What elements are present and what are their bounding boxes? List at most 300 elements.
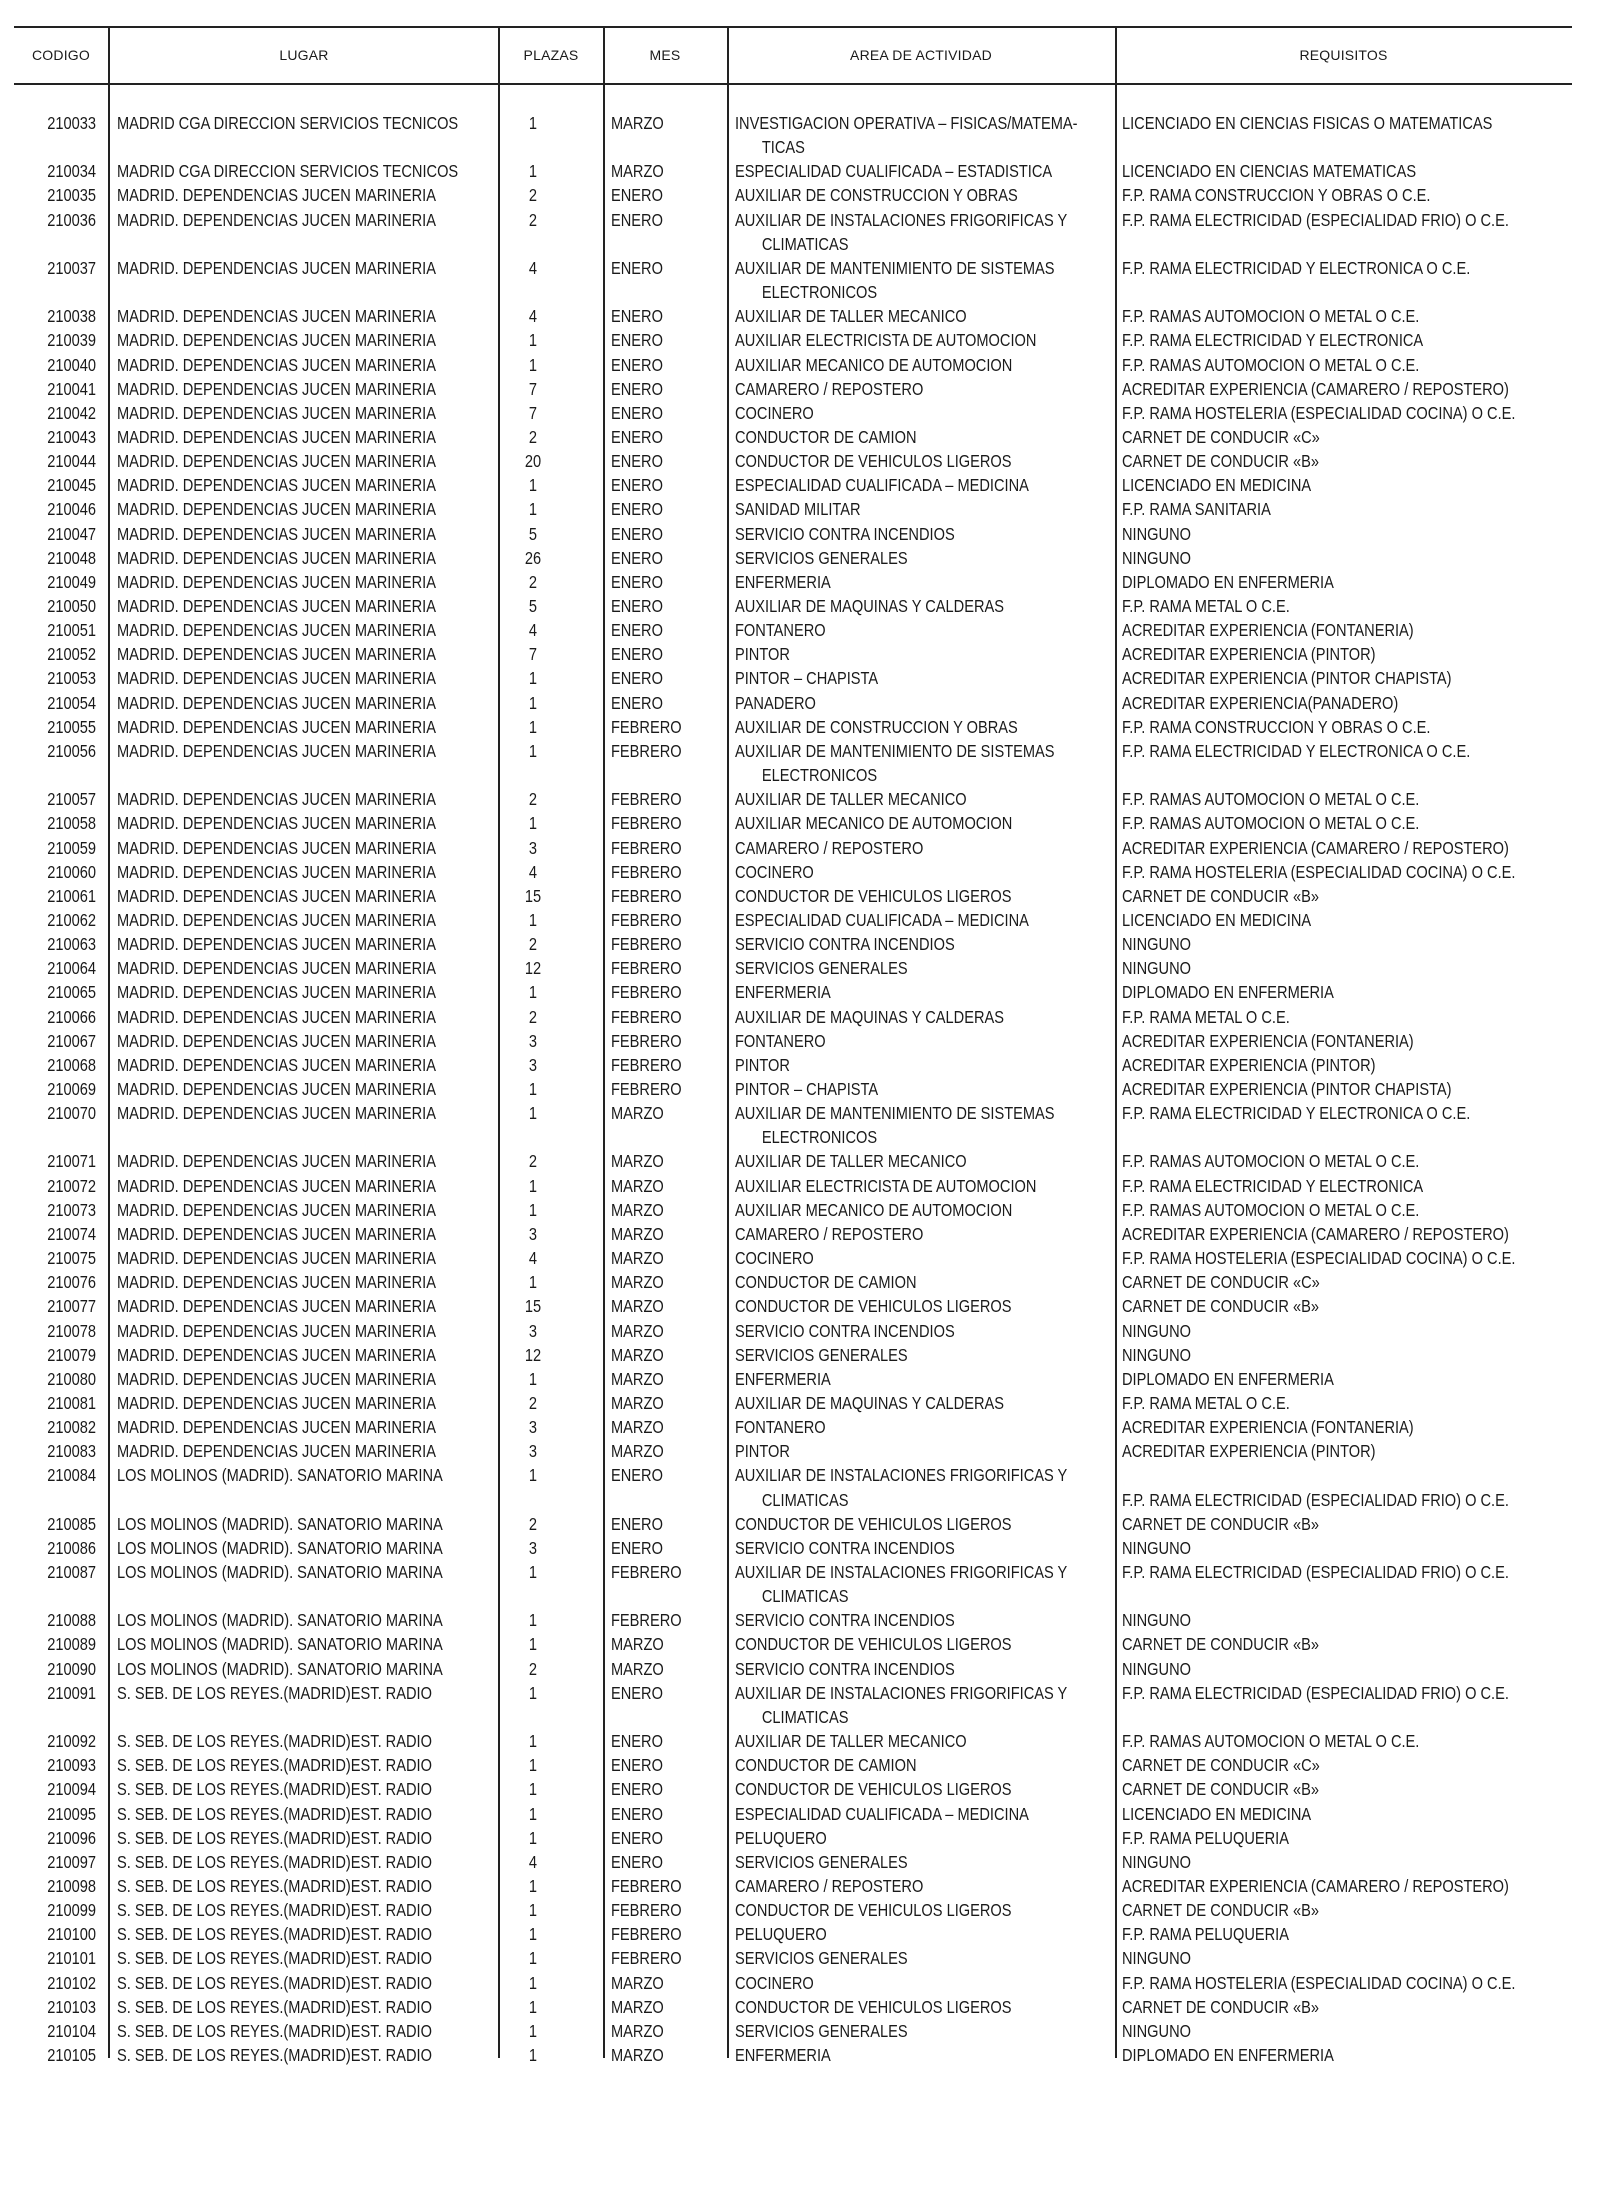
cell-area: SANIDAD MILITAR — [735, 499, 861, 520]
cell-area: AUXILIAR MECANICO DE AUTOMOCION — [735, 354, 1013, 375]
cell-lugar: MADRID. DEPENDENCIAS JUCEN MARINERIA — [117, 1392, 436, 1413]
cell-area: FONTANERO — [735, 620, 826, 641]
cell-mes: ENERO — [611, 547, 663, 568]
cell-lugar: MADRID. DEPENDENCIAS JUCEN MARINERIA — [117, 1103, 436, 1124]
cell-area: AUXILIAR DE TALLER MECANICO — [735, 1731, 967, 1752]
cell-mes: ENERO — [611, 330, 663, 351]
cell-mes: ENERO — [611, 185, 663, 206]
cell-mes: MARZO — [611, 113, 664, 133]
header-area: AREA DE ACTIVIDAD — [850, 47, 992, 63]
cell-lugar: MADRID. DEPENDENCIAS JUCEN MARINERIA — [117, 909, 436, 930]
cell-area: SERVICIOS GENERALES — [735, 1344, 908, 1365]
cell-plazas: 2 — [528, 934, 538, 955]
cell-plazas: 7 — [528, 402, 538, 423]
cell-mes: ENERO — [611, 571, 663, 592]
cell-codigo: 210041 — [47, 378, 96, 399]
cell-lugar: MADRID. DEPENDENCIAS JUCEN MARINERIA — [117, 1248, 436, 1269]
cell-codigo: 210057 — [47, 789, 96, 810]
cell-requisitos: NINGUNO — [1122, 1320, 1191, 1341]
cell-requisitos: CARNET DE CONDUCIR «B» — [1122, 1634, 1319, 1655]
cell-lugar: MADRID CGA DIRECCION SERVICIOS TECNICOS — [117, 161, 459, 182]
cell-plazas: 15 — [524, 885, 542, 906]
cell-plazas: 1 — [528, 1803, 538, 1824]
cell-requisitos: F.P. RAMA PELUQUERIA — [1122, 1924, 1289, 1945]
cell-plazas: 1 — [528, 740, 538, 761]
cell-lugar: S. SEB. DE LOS REYES.(MADRID)EST. RADIO — [117, 1827, 432, 1848]
cell-requisitos: CARNET DE CONDUCIR «C» — [1122, 1755, 1320, 1776]
cell-lugar: MADRID. DEPENDENCIAS JUCEN MARINERIA — [117, 982, 436, 1003]
header-bottom-rule — [14, 83, 1572, 85]
cell-codigo: 210091 — [47, 1682, 96, 1703]
header-requisitos: REQUISITOS — [1299, 47, 1388, 63]
cell-lugar: MADRID. DEPENDENCIAS JUCEN MARINERIA — [117, 1054, 436, 1075]
cell-area: ENFERMERIA — [735, 982, 831, 1003]
cell-mes: MARZO — [611, 1248, 664, 1269]
cell-area: CLIMATICAS — [761, 233, 849, 254]
cell-area: AUXILIAR DE TALLER MECANICO — [735, 789, 967, 810]
cell-area: PINTOR — [735, 1054, 790, 1075]
cell-mes: ENERO — [611, 499, 663, 520]
cell-requisitos: ACREDITAR EXPERIENCIA (FONTANERIA) — [1122, 1030, 1414, 1051]
cell-requisitos: ACREDITAR EXPERIENCIA (CAMARERO / REPOSTERO) — [1122, 837, 1509, 858]
cell-requisitos: ACREDITAR EXPERIENCIA (PINTOR CHAPISTA) — [1122, 1079, 1452, 1099]
cell-codigo: 210052 — [47, 644, 96, 665]
header-codigo: CODIGO — [32, 47, 90, 63]
column-rule — [603, 26, 605, 2058]
cell-plazas: 1 — [528, 499, 538, 520]
cell-area: ESPECIALIDAD CUALIFICADA – MEDICINA — [735, 909, 1029, 930]
cell-mes: FEBRERO — [611, 1924, 682, 1945]
cell-requisitos: NINGUNO — [1122, 1948, 1191, 1969]
cell-mes: FEBRERO — [611, 837, 682, 858]
cell-requisitos: CARNET DE CONDUCIR «C» — [1122, 426, 1320, 447]
cell-codigo: 210095 — [47, 1803, 96, 1824]
cell-area: CLIMATICAS — [761, 1706, 849, 1727]
cell-codigo: 210083 — [47, 1441, 96, 1462]
cell-plazas: 26 — [524, 547, 542, 568]
cell-requisitos: LICENCIADO EN CIENCIAS FISICAS O MATEMATICAS — [1122, 113, 1493, 133]
cell-mes: ENERO — [611, 306, 663, 327]
cell-plazas: 3 — [528, 1417, 538, 1438]
cell-lugar: LOS MOLINOS (MADRID). SANATORIO MARINA — [117, 1513, 443, 1534]
cell-lugar: S. SEB. DE LOS REYES.(MADRID)EST. RADIO — [117, 1996, 432, 2017]
cell-lugar: MADRID. DEPENDENCIAS JUCEN MARINERIA — [117, 934, 436, 955]
cell-mes: MARZO — [611, 1392, 664, 1413]
cell-codigo: 210045 — [47, 475, 96, 496]
cell-codigo: 210092 — [47, 1731, 96, 1752]
cell-codigo: 210094 — [47, 1779, 96, 1800]
cell-lugar: MADRID. DEPENDENCIAS JUCEN MARINERIA — [117, 257, 436, 278]
cell-requisitos: CARNET DE CONDUCIR «B» — [1122, 1779, 1319, 1800]
cell-plazas: 1 — [528, 1731, 538, 1752]
cell-requisitos: F.P. RAMA ELECTRICIDAD (ESPECIALIDAD FRIO) O C.E. — [1122, 1562, 1509, 1582]
cell-requisitos: F.P. RAMA ELECTRICIDAD (ESPECIALIDAD FRIO) O C.E. — [1122, 209, 1509, 230]
cell-codigo: 210089 — [47, 1634, 96, 1655]
cell-area: SERVICIO CONTRA INCENDIOS — [735, 1320, 955, 1341]
cell-codigo: 210053 — [47, 668, 96, 689]
cell-requisitos: ACREDITAR EXPERIENCIA (PINTOR CHAPISTA) — [1122, 668, 1452, 689]
cell-lugar: MADRID. DEPENDENCIAS JUCEN MARINERIA — [117, 547, 436, 568]
cell-mes: ENERO — [611, 1513, 663, 1534]
cell-mes: MARZO — [611, 1441, 664, 1462]
cell-lugar: MADRID. DEPENDENCIAS JUCEN MARINERIA — [117, 813, 436, 834]
cell-lugar: LOS MOLINOS (MADRID). SANATORIO MARINA — [117, 1610, 443, 1631]
cell-mes: ENERO — [611, 378, 663, 399]
cell-area: AUXILIAR DE INSTALACIONES FRIGORIFICAS Y — [735, 1682, 1068, 1703]
cell-requisitos: ACREDITAR EXPERIENCIA (PINTOR) — [1122, 644, 1376, 665]
cell-area: ESPECIALIDAD CUALIFICADA – MEDICINA — [735, 475, 1029, 496]
cell-area: AUXILIAR ELECTRICISTA DE AUTOMOCION — [735, 1175, 1037, 1196]
cell-requisitos: LICENCIADO EN MEDICINA — [1122, 909, 1312, 930]
cell-requisitos: F.P. RAMAS AUTOMOCION O METAL O C.E. — [1122, 1731, 1420, 1752]
cell-codigo: 210043 — [47, 426, 96, 447]
cell-mes: MARZO — [611, 2045, 664, 2065]
cell-lugar: MADRID. DEPENDENCIAS JUCEN MARINERIA — [117, 1223, 436, 1244]
cell-lugar: S. SEB. DE LOS REYES.(MADRID)EST. RADIO — [117, 1948, 432, 1969]
cell-codigo: 210082 — [47, 1417, 96, 1438]
cell-area: SERVICIOS GENERALES — [735, 958, 908, 979]
cell-codigo: 210033 — [47, 113, 96, 133]
cell-plazas: 2 — [528, 1658, 538, 1679]
cell-lugar: MADRID. DEPENDENCIAS JUCEN MARINERIA — [117, 1030, 436, 1051]
cell-codigo: 210055 — [47, 716, 96, 737]
cell-requisitos: DIPLOMADO EN ENFERMERIA — [1122, 571, 1334, 592]
cell-area: ESPECIALIDAD CUALIFICADA – ESTADISTICA — [735, 161, 1053, 182]
cell-area: CLIMATICAS — [761, 1586, 849, 1607]
cell-codigo: 210086 — [47, 1537, 96, 1558]
cell-requisitos: CARNET DE CONDUCIR «B» — [1122, 1996, 1319, 2017]
cell-area: COCINERO — [735, 402, 814, 423]
cell-area: AUXILIAR DE INSTALACIONES FRIGORIFICAS Y — [735, 209, 1068, 230]
cell-area: AUXILIAR DE TALLER MECANICO — [735, 306, 967, 327]
cell-area: SERVICIOS GENERALES — [735, 1851, 908, 1872]
cell-mes: FEBRERO — [611, 909, 682, 930]
cell-requisitos: F.P. RAMAS AUTOMOCION O METAL O C.E. — [1122, 1199, 1420, 1220]
cell-codigo: 210040 — [47, 354, 96, 375]
header-plazas: PLAZAS — [523, 47, 579, 63]
cell-area: AUXILIAR DE MANTENIMIENTO DE SISTEMAS — [735, 1103, 1055, 1124]
cell-plazas: 1 — [528, 1779, 538, 1800]
cell-mes: FEBRERO — [611, 789, 682, 810]
cell-plazas: 1 — [528, 1996, 538, 2017]
cell-plazas: 3 — [528, 1030, 538, 1051]
cell-lugar: S. SEB. DE LOS REYES.(MADRID)EST. RADIO — [117, 1924, 432, 1945]
cell-area: CONDUCTOR DE VEHICULOS LIGEROS — [735, 1513, 1012, 1534]
cell-requisitos: F.P. RAMA ELECTRICIDAD Y ELECTRONICA — [1122, 1175, 1424, 1196]
cell-requisitos: F.P. RAMA HOSTELERIA (ESPECIALIDAD COCINA) O C.E. — [1122, 1972, 1516, 1993]
cell-mes: FEBRERO — [611, 1562, 682, 1582]
cell-area: CONDUCTOR DE CAMION — [735, 1272, 917, 1293]
cell-area: CAMARERO / REPOSTERO — [735, 837, 924, 858]
cell-mes: ENERO — [611, 1851, 663, 1872]
cell-area: CONDUCTOR DE VEHICULOS LIGEROS — [735, 1779, 1012, 1800]
cell-lugar: MADRID. DEPENDENCIAS JUCEN MARINERIA — [117, 958, 436, 979]
cell-plazas: 20 — [524, 451, 542, 472]
cell-area: CONDUCTOR DE VEHICULOS LIGEROS — [735, 1996, 1012, 2017]
cell-lugar: MADRID. DEPENDENCIAS JUCEN MARINERIA — [117, 1417, 436, 1438]
cell-mes: ENERO — [611, 668, 663, 689]
cell-requisitos: F.P. RAMA HOSTELERIA (ESPECIALIDAD COCINA) O C.E. — [1122, 1248, 1516, 1269]
cell-requisitos: ACREDITAR EXPERIENCIA (FONTANERIA) — [1122, 620, 1414, 641]
cell-area: CONDUCTOR DE VEHICULOS LIGEROS — [735, 1900, 1012, 1921]
cell-lugar: S. SEB. DE LOS REYES.(MADRID)EST. RADIO — [117, 2020, 432, 2041]
cell-area: TICAS — [761, 137, 805, 158]
cell-area: SERVICIO CONTRA INCENDIOS — [735, 934, 955, 955]
cell-plazas: 4 — [528, 306, 538, 327]
cell-codigo: 210081 — [47, 1392, 96, 1413]
cell-lugar: LOS MOLINOS (MADRID). SANATORIO MARINA — [117, 1465, 443, 1486]
cell-codigo: 210080 — [47, 1368, 96, 1389]
cell-codigo: 210096 — [47, 1827, 96, 1848]
cell-mes: ENERO — [611, 1779, 663, 1800]
cell-mes: ENERO — [611, 620, 663, 641]
cell-lugar: MADRID CGA DIRECCION SERVICIOS TECNICOS — [117, 113, 459, 133]
cell-lugar: MADRID. DEPENDENCIAS JUCEN MARINERIA — [117, 1296, 436, 1317]
cell-lugar: S. SEB. DE LOS REYES.(MADRID)EST. RADIO — [117, 1875, 432, 1896]
cell-requisitos: F.P. RAMA CONSTRUCCION Y OBRAS O C.E. — [1122, 185, 1431, 206]
cell-area: INVESTIGACION OPERATIVA – FISICAS/MATEMA- — [735, 113, 1078, 133]
cell-area: AUXILIAR DE MAQUINAS Y CALDERAS — [735, 1392, 1004, 1413]
cell-codigo: 210046 — [47, 499, 96, 520]
cell-mes: FEBRERO — [611, 1875, 682, 1896]
cell-requisitos: F.P. RAMA ELECTRICIDAD Y ELECTRONICA — [1122, 330, 1424, 351]
cell-codigo: 210042 — [47, 402, 96, 423]
cell-area: CAMARERO / REPOSTERO — [735, 378, 924, 399]
cell-lugar: MADRID. DEPENDENCIAS JUCEN MARINERIA — [117, 1320, 436, 1341]
cell-mes: ENERO — [611, 426, 663, 447]
cell-plazas: 1 — [528, 716, 538, 737]
cell-area: ENFERMERIA — [735, 1368, 831, 1389]
cell-area: PELUQUERO — [735, 1827, 827, 1848]
cell-lugar: MADRID. DEPENDENCIAS JUCEN MARINERIA — [117, 354, 436, 375]
cell-lugar: MADRID. DEPENDENCIAS JUCEN MARINERIA — [117, 1272, 436, 1293]
cell-mes: ENERO — [611, 1731, 663, 1752]
cell-lugar: MADRID. DEPENDENCIAS JUCEN MARINERIA — [117, 789, 436, 810]
cell-mes: MARZO — [611, 2020, 664, 2041]
cell-lugar: MADRID. DEPENDENCIAS JUCEN MARINERIA — [117, 885, 436, 906]
cell-codigo: 210075 — [47, 1248, 96, 1269]
cell-codigo: 210038 — [47, 306, 96, 327]
cell-mes: MARZO — [611, 161, 664, 182]
cell-plazas: 3 — [528, 1441, 538, 1462]
cell-plazas: 4 — [528, 861, 538, 882]
cell-area: ENFERMERIA — [735, 2045, 831, 2065]
cell-area: AUXILIAR DE CONSTRUCCION Y OBRAS — [735, 185, 1018, 206]
cell-mes: MARZO — [611, 1658, 664, 1679]
cell-codigo: 210104 — [47, 2020, 96, 2041]
cell-requisitos: NINGUNO — [1122, 523, 1191, 544]
column-rule — [108, 26, 110, 2058]
cell-plazas: 1 — [528, 1079, 538, 1099]
cell-lugar: MADRID. DEPENDENCIAS JUCEN MARINERIA — [117, 620, 436, 641]
cell-requisitos: F.P. RAMA METAL O C.E. — [1122, 1006, 1290, 1027]
cell-mes: FEBRERO — [611, 1006, 682, 1027]
cell-codigo: 210093 — [47, 1755, 96, 1776]
cell-lugar: S. SEB. DE LOS REYES.(MADRID)EST. RADIO — [117, 1755, 432, 1776]
cell-requisitos: NINGUNO — [1122, 958, 1191, 979]
cell-lugar: MADRID. DEPENDENCIAS JUCEN MARINERIA — [117, 1006, 436, 1027]
cell-mes: ENERO — [611, 1465, 663, 1486]
cell-mes: ENERO — [611, 1682, 663, 1703]
cell-lugar: S. SEB. DE LOS REYES.(MADRID)EST. RADIO — [117, 1851, 432, 1872]
cell-plazas: 2 — [528, 1151, 538, 1172]
cell-mes: MARZO — [611, 1223, 664, 1244]
cell-mes: ENERO — [611, 596, 663, 616]
cell-codigo: 210049 — [47, 571, 96, 592]
cell-plazas: 1 — [528, 668, 538, 689]
cell-requisitos: DIPLOMADO EN ENFERMERIA — [1122, 2045, 1334, 2065]
cell-area: PINTOR — [735, 644, 790, 665]
cell-plazas: 1 — [528, 1465, 538, 1486]
cell-area: AUXILIAR DE INSTALACIONES FRIGORIFICAS Y — [735, 1465, 1068, 1486]
cell-lugar: MADRID. DEPENDENCIAS JUCEN MARINERIA — [117, 499, 436, 520]
cell-lugar: MADRID. DEPENDENCIAS JUCEN MARINERIA — [117, 1151, 436, 1172]
cell-mes: FEBRERO — [611, 740, 682, 761]
cell-area: ESPECIALIDAD CUALIFICADA – MEDICINA — [735, 1803, 1029, 1824]
cell-requisitos: F.P. RAMAS AUTOMOCION O METAL O C.E. — [1122, 813, 1420, 834]
cell-mes: FEBRERO — [611, 1054, 682, 1075]
cell-area: CONDUCTOR DE VEHICULOS LIGEROS — [735, 451, 1012, 472]
cell-codigo: 210065 — [47, 982, 96, 1003]
cell-mes: MARZO — [611, 1344, 664, 1365]
cell-area: COCINERO — [735, 1248, 814, 1269]
cell-lugar: MADRID. DEPENDENCIAS JUCEN MARINERIA — [117, 475, 436, 496]
cell-codigo: 210076 — [47, 1272, 96, 1293]
cell-requisitos: NINGUNO — [1122, 2020, 1191, 2041]
cell-lugar: S. SEB. DE LOS REYES.(MADRID)EST. RADIO — [117, 1803, 432, 1824]
cell-codigo: 210084 — [47, 1465, 96, 1486]
cell-plazas: 1 — [528, 1682, 538, 1703]
cell-mes: FEBRERO — [611, 861, 682, 882]
cell-requisitos: ACREDITAR EXPERIENCIA (CAMARERO / REPOSTERO) — [1122, 378, 1509, 399]
cell-plazas: 7 — [528, 378, 538, 399]
cell-requisitos: CARNET DE CONDUCIR «B» — [1122, 451, 1319, 472]
cell-requisitos: F.P. RAMA ELECTRICIDAD Y ELECTRONICA O C.E. — [1122, 257, 1471, 278]
cell-codigo: 210068 — [47, 1054, 96, 1075]
cell-lugar: MADRID. DEPENDENCIAS JUCEN MARINERIA — [117, 1344, 436, 1365]
cell-codigo: 210034 — [47, 161, 96, 182]
cell-plazas: 1 — [528, 161, 538, 182]
cell-lugar: MADRID. DEPENDENCIAS JUCEN MARINERIA — [117, 596, 436, 616]
cell-area: CLIMATICAS — [761, 1489, 849, 1510]
cell-codigo: 210051 — [47, 620, 96, 641]
cell-mes: FEBRERO — [611, 813, 682, 834]
cell-mes: ENERO — [611, 692, 663, 713]
cell-lugar: MADRID. DEPENDENCIAS JUCEN MARINERIA — [117, 837, 436, 858]
cell-requisitos: ACREDITAR EXPERIENCIA (CAMARERO / REPOSTERO) — [1122, 1875, 1509, 1896]
cell-lugar: LOS MOLINOS (MADRID). SANATORIO MARINA — [117, 1634, 443, 1655]
cell-area: AUXILIAR MECANICO DE AUTOMOCION — [735, 813, 1013, 834]
cell-codigo: 210077 — [47, 1296, 96, 1317]
cell-requisitos: NINGUNO — [1122, 1344, 1191, 1365]
cell-plazas: 1 — [528, 813, 538, 834]
cell-codigo: 210061 — [47, 885, 96, 906]
cell-mes: FEBRERO — [611, 982, 682, 1003]
cell-lugar: LOS MOLINOS (MADRID). SANATORIO MARINA — [117, 1658, 443, 1679]
cell-area: PANADERO — [735, 692, 816, 713]
cell-codigo: 210036 — [47, 209, 96, 230]
cell-plazas: 3 — [528, 1223, 538, 1244]
cell-plazas: 1 — [528, 1900, 538, 1921]
cell-requisitos: F.P. RAMA ELECTRICIDAD Y ELECTRONICA O C.E. — [1122, 1103, 1471, 1124]
cell-codigo: 210063 — [47, 934, 96, 955]
cell-lugar: MADRID. DEPENDENCIAS JUCEN MARINERIA — [117, 571, 436, 592]
cell-lugar: MADRID. DEPENDENCIAS JUCEN MARINERIA — [117, 426, 436, 447]
cell-plazas: 2 — [528, 789, 538, 810]
cell-plazas: 1 — [528, 113, 538, 133]
cell-area: SERVICIO CONTRA INCENDIOS — [735, 1537, 955, 1558]
cell-codigo: 210037 — [47, 257, 96, 278]
cell-requisitos: F.P. RAMA HOSTELERIA (ESPECIALIDAD COCINA) O C.E. — [1122, 402, 1516, 423]
cell-plazas: 1 — [528, 1175, 538, 1196]
cell-lugar: MADRID. DEPENDENCIAS JUCEN MARINERIA — [117, 378, 436, 399]
cell-area: COCINERO — [735, 1972, 814, 1993]
cell-codigo: 210098 — [47, 1875, 96, 1896]
cell-requisitos: F.P. RAMA METAL O C.E. — [1122, 1392, 1290, 1413]
cell-plazas: 2 — [528, 209, 538, 230]
cell-codigo: 210071 — [47, 1151, 96, 1172]
cell-requisitos: F.P. RAMA METAL O C.E. — [1122, 596, 1290, 616]
cell-plazas: 1 — [528, 1875, 538, 1896]
cell-lugar: S. SEB. DE LOS REYES.(MADRID)EST. RADIO — [117, 1682, 432, 1703]
cell-lugar: S. SEB. DE LOS REYES.(MADRID)EST. RADIO — [117, 2045, 432, 2065]
cell-area: SERVICIO CONTRA INCENDIOS — [735, 1658, 955, 1679]
cell-mes: ENERO — [611, 1803, 663, 1824]
cell-mes: ENERO — [611, 1827, 663, 1848]
cell-plazas: 1 — [528, 1199, 538, 1220]
cell-plazas: 1 — [528, 475, 538, 496]
cell-requisitos: ACREDITAR EXPERIENCIA (PINTOR) — [1122, 1054, 1376, 1075]
cell-requisitos: CARNET DE CONDUCIR «B» — [1122, 1296, 1319, 1317]
cell-requisitos: F.P. RAMAS AUTOMOCION O METAL O C.E. — [1122, 1151, 1420, 1172]
cell-plazas: 5 — [528, 523, 538, 544]
header-mes: MES — [649, 47, 681, 63]
cell-mes: ENERO — [611, 354, 663, 375]
cell-lugar: MADRID. DEPENDENCIAS JUCEN MARINERIA — [117, 1368, 436, 1389]
cell-area: CONDUCTOR DE VEHICULOS LIGEROS — [735, 1296, 1012, 1317]
cell-requisitos: NINGUNO — [1122, 1658, 1191, 1679]
cell-area: ENFERMERIA — [735, 571, 831, 592]
cell-lugar: LOS MOLINOS (MADRID). SANATORIO MARINA — [117, 1537, 443, 1558]
cell-plazas: 1 — [528, 330, 538, 351]
cell-mes: ENERO — [611, 644, 663, 665]
cell-codigo: 210105 — [47, 2045, 96, 2065]
cell-mes: MARZO — [611, 1417, 664, 1438]
cell-codigo: 210056 — [47, 740, 96, 761]
cell-lugar: MADRID. DEPENDENCIAS JUCEN MARINERIA — [117, 716, 436, 737]
cell-mes: MARZO — [611, 1996, 664, 2017]
cell-mes: MARZO — [611, 1296, 664, 1317]
cell-codigo: 210048 — [47, 547, 96, 568]
column-rule — [727, 26, 729, 2058]
cell-requisitos: F.P. RAMA PELUQUERIA — [1122, 1827, 1289, 1848]
cell-codigo: 210039 — [47, 330, 96, 351]
cell-mes: ENERO — [611, 402, 663, 423]
cell-requisitos: CARNET DE CONDUCIR «B» — [1122, 885, 1319, 906]
cell-mes: MARZO — [611, 1103, 664, 1124]
column-rule — [1115, 26, 1117, 2058]
cell-requisitos: LICENCIADO EN MEDICINA — [1122, 475, 1312, 496]
cell-area: CONDUCTOR DE CAMION — [735, 1755, 917, 1776]
cell-area: CONDUCTOR DE VEHICULOS LIGEROS — [735, 885, 1012, 906]
cell-codigo: 210100 — [47, 1924, 96, 1945]
cell-plazas: 4 — [528, 257, 538, 278]
cell-requisitos: NINGUNO — [1122, 547, 1191, 568]
cell-mes: MARZO — [611, 1151, 664, 1172]
column-rule — [498, 26, 500, 2058]
cell-area: SERVICIO CONTRA INCENDIOS — [735, 1610, 955, 1631]
cell-mes: ENERO — [611, 523, 663, 544]
